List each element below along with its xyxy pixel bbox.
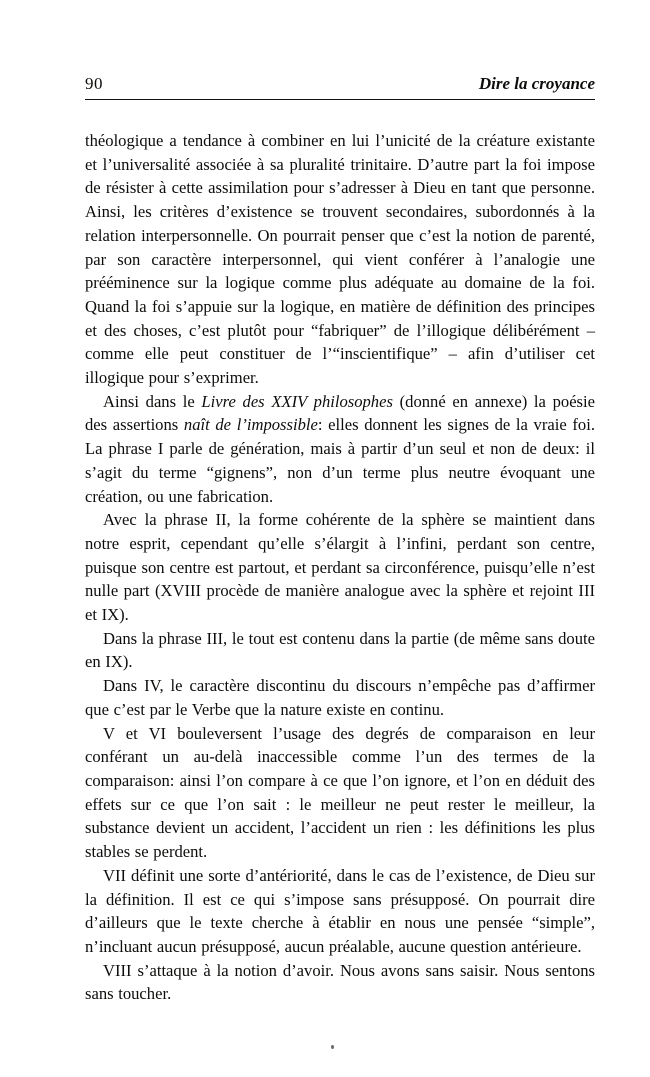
paragraph <box>85 390 595 509</box>
text-run: théologique a tendance à combiner en lui l’unicité de la créature existante et l’universalité associée à sa pluralité trinitaire. D’autre part la foi impose de résister à cette assimilation pour s’adresser à Dieu en tant que personne. Ainsi, les critères d’existence se trouvent secondaires, subordonnés à la relation interpersonnelle. On pourrait penser que c’est la notion de parenté, par son caractère interpersonnel, qui vient conférer à l’analogie une prééminence sur la logique comme plus adéquate au domaine de la foi. Quand la foi s’appuie sur la logique, en matière de définition des principes et des choses, c’est plutôt pour “fabriquer” de l’illogique délibérément – comme elle peut constituer de l’“inscientifique” – afin d’utiliser cet illogique pour s’exprimer. <box>85 131 595 388</box>
text-run: V et VI bouleversent l’usage des degrés de comparaison en leur conférant un au-delà inaccessible comme l’un des termes de la comparaison: ainsi l’on compare à ce que l’on ignore, et l’on en déduit des effets sur ce que l’on sait : le meilleur ne peut rester le meilleur, la substance devient un accident, l’accident un rien : les définitions les plus stables se perdent. <box>85 723 595 862</box>
text-run: : elles donnent les signes de la vraie foi. La phrase I parle de génération, mais à partir d’un seul et non de deux: il s’agit du terme “gignens”, non d’un terme plus neutre évoquant une création, ou une fabrication. <box>85 415 595 506</box>
scan-artifact-dot <box>331 1045 334 1049</box>
text-run: Ainsi dans le <box>103 391 202 411</box>
italic-text-run: naît de l’impossible <box>183 415 318 435</box>
page-body <box>85 129 595 1006</box>
text-run: (donné en annexe) la poésie des assertions <box>85 391 595 435</box>
paragraph <box>85 864 595 959</box>
page-number: 90 <box>85 74 103 93</box>
paragraph <box>85 627 595 674</box>
text-run: VII définit une sorte d’antériorité, dans le cas de l’existence, de Dieu sur la définition. Il est ce qui s’impose sans présupposé. On pourrait dire d’ailleurs que le texte cherche à établir en nous une pensée “simple”, n’incluant aucun présupposé, aucun préalable, aucune question antérieure. <box>85 865 595 956</box>
paragraph <box>85 508 595 627</box>
paragraph <box>85 722 595 864</box>
text-run: Dans la phrase III, le tout est contenu dans la partie (de même sans doute en IX). <box>85 628 595 672</box>
text-run: VIII s’attaque à la notion d’avoir. Nous avons sans saisir. Nous sentons sans toucher. <box>85 960 595 1004</box>
text-run: Dans IV, le caractère discontinu du discours n’empêche pas d’affirmer que c’est par le Verbe que la nature existe en continu. <box>85 676 595 719</box>
page-header <box>85 74 595 100</box>
running-title: Dire la croyance <box>478 74 595 93</box>
paragraph <box>85 674 595 721</box>
text-run: Avec la phrase II, la forme cohérente de la sphère se maintient dans notre esprit, cependant qu’elle s’élargit à l’infini, perdant son centre, puisque son centre est partout, et perdant sa circonférence, puisqu’elle n’est nulle part (XVIII procède de manière analogue avec la sphère et rejoint III et IX). <box>85 510 595 625</box>
paragraph <box>85 959 595 1006</box>
paragraph <box>85 129 595 390</box>
italic-text-run: Livre des XXIV philosophes <box>201 391 393 411</box>
